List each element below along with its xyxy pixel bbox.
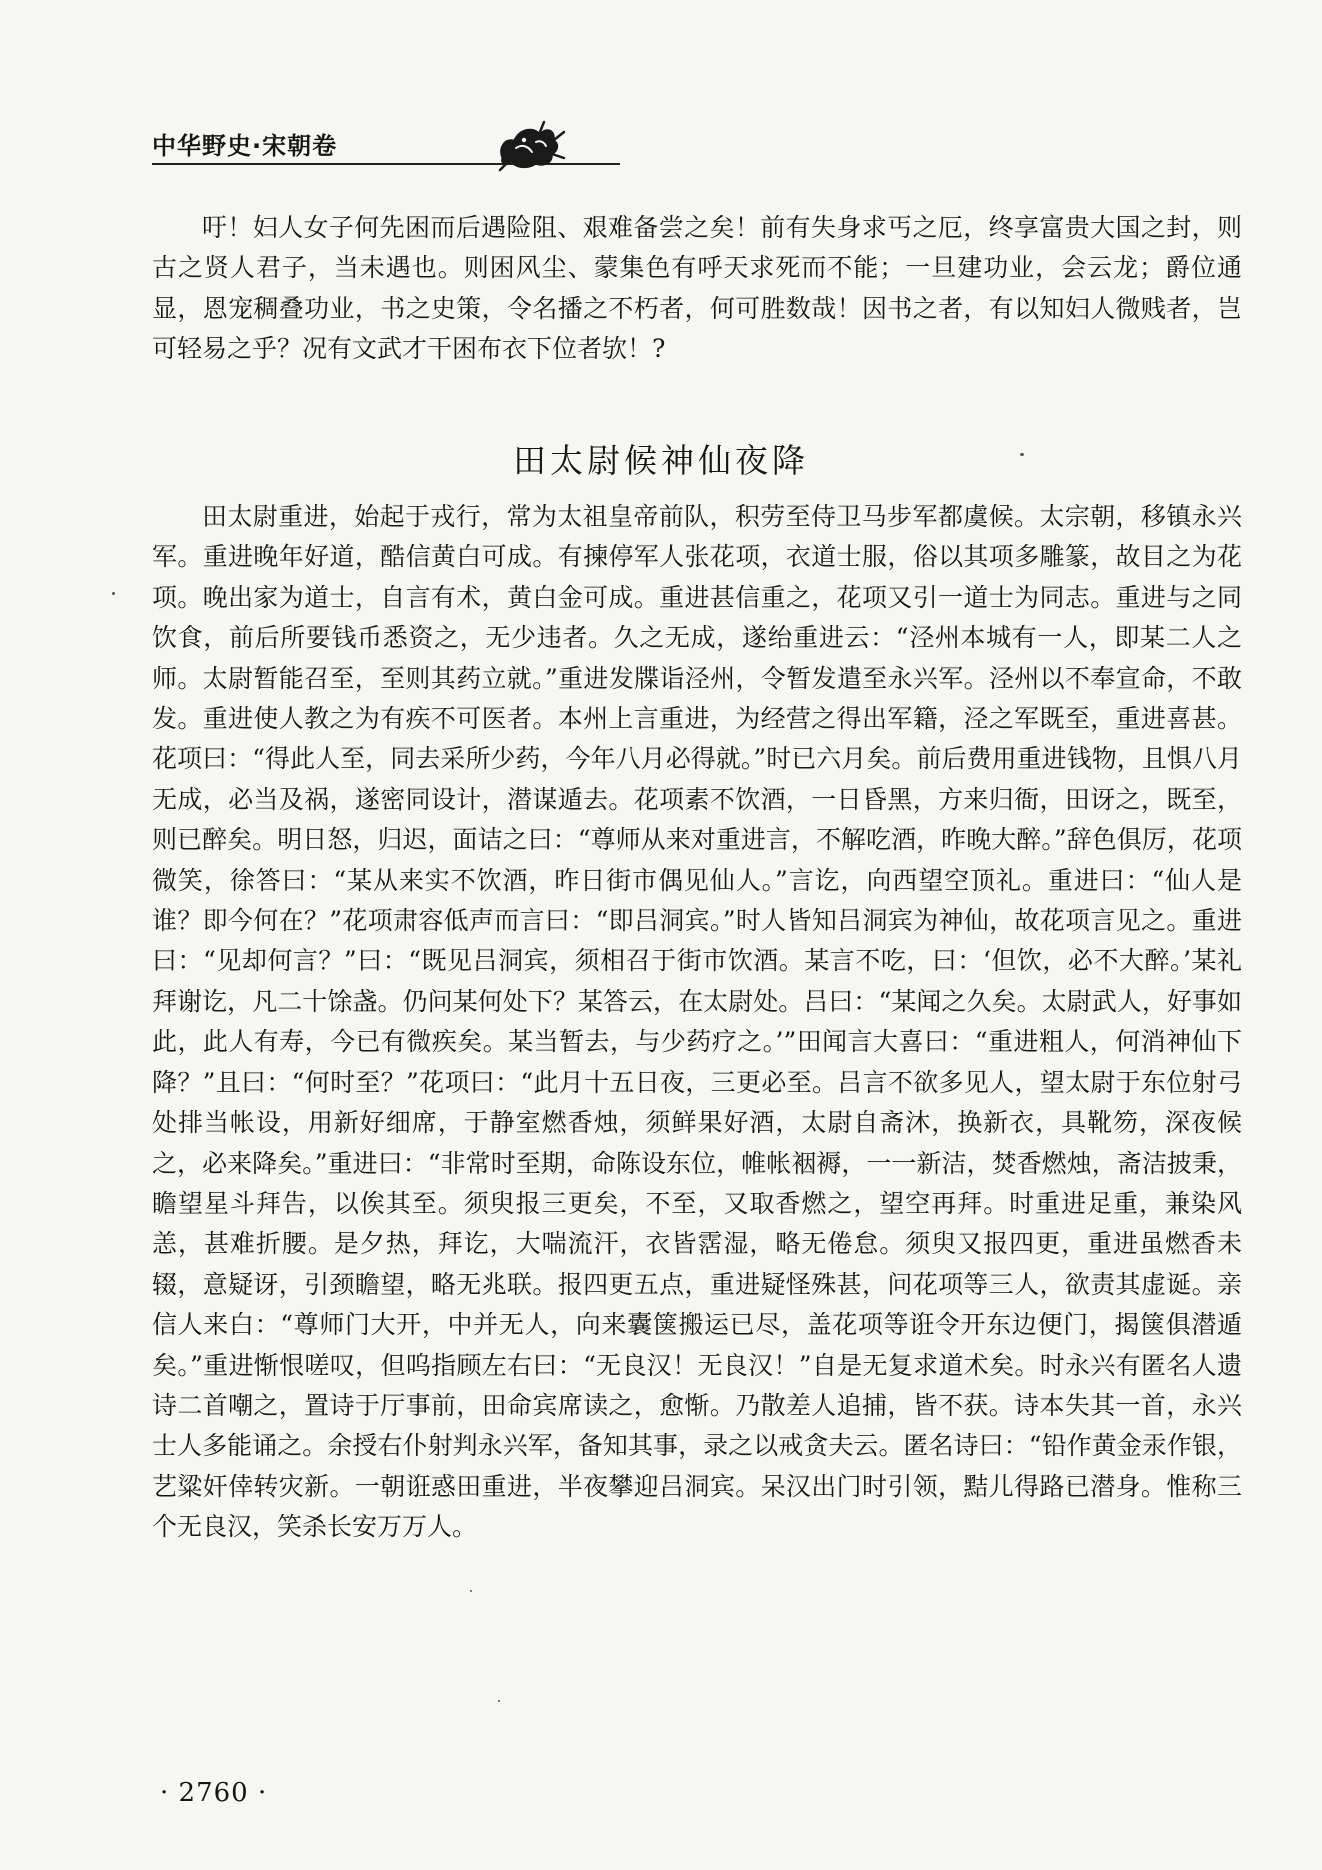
intro-text-block bbox=[152, 208, 1242, 370]
dragon-emblem-icon bbox=[494, 118, 568, 172]
main-text-block bbox=[152, 497, 1242, 1548]
section-title: 田太尉候神仙夜降 bbox=[513, 441, 809, 481]
main-paragraph: 田太尉重进，始起于戎行，常为太祖皇帝前队，积劳至侍卫马步军都虞候。太宗朝，移镇永兴军。重进晚年好道，酷信黄白可成。有揀停军人张花项，衣道士服，俗以其项多雕篆，故目之为花项。晚出家为道士，自言有术，黄白金可成。重进甚信重之，花项又引一道士为同志。重进与之同饮食，前后所要钱币悉资之，无少违者。久之无成，遂绐重进云：“泾州本城有一人，即某二人之师。太尉暂能召至，至则其药立就。”重进发牒诣泾州，令暂发遣至永兴军。泾州以不奉宣命，不敢发。重进使人教之为有疾不可医者。本州上言重进，为经营之得出军籍，泾之军既至，重进喜甚。花项曰：“得此人至，同去采所少药，今年八月必得就。”时已六月矣。前后费用重进钱物，且惧八月无成，必当及祸，遂密同设计，潜谋遁去。花项素不饮酒，一日昏黑，方来归衙，田讶之，既至，则已醉矣。明日怒，归迟，面诘之曰：“尊师从来对重进言，不解吃酒，昨晚大醉。”辞色俱厉，花项微笑，徐答曰：“某从来实不饮酒，昨日街市偶见仙人。”言讫，向西望空顶礼。重进曰：“仙人是谁？即今何在？”花项肃容低声而言曰：“即吕洞宾。”时人皆知吕洞宾为神仙，故花项言见之。重进曰：“见却何言？”曰：“既见吕洞宾，须相召于街市饮酒。某言不吃，曰：‘但饮，必不大醉。’某礼拜谢讫，凡二十馀盏。仍问某何处下？某答云，在太尉处。吕曰：“某闻之久矣。太尉武人，好事如此，此人有寿，今已有微疾矣。某当暂去，与少药疗之。’”田闻言大喜曰：“重进粗人，何消神仙下降？”且曰：“何时至？”花项曰：“此月十五日夜，三更必至。吕言不欲多见人，望太尉于东位射弓处排当帐设，用新好细席，于静室燃香烛，须鲜果好酒，太尉自斋沐，换新衣，具靴笏，深夜候之，必来降矣。”重进曰：“非常时至期，命陈设东位，帷帐裀褥，一一新洁，焚香燃烛，斋洁披秉，瞻望星斗拜告，以俟其至。须臾报三更矣，不至，又取香燃之，望空再拜。时重进足重，兼染风恙，甚难折腰。是夕热，拜讫，大喘流汗，衣皆霑湿，略无倦怠。须臾又报四更，重进虽燃香未辍，意疑讶，引颈瞻望，略无兆联。报四更五点，重进疑怪殊甚，问花项等三人，欲责其虚诞。亲信人来白：“尊师门大开，中并无人，向来囊箧搬运已尽，盖花项等诳令开东边便门，揭箧俱潜遁矣。”重进惭恨嗟叹，但呜指顾左右曰：“无良汉！无良汉！”自是无复求道术矣。时永兴有匿名人遗诗二首嘲之，置诗于厅事前，田命宾席读之，愈惭。乃散差人追捕，皆不获。诗本失其一首，永兴士人多能诵之。余授右仆射判永兴军，备知其事，录之以戒贪夫云。匿名诗曰：“铅作黄金汞作银，艺粱奸倖转灾新。一朝诳惑田重进，半夜攀迎吕洞宾。呆汉出门时引领，黠儿得路已潜身。惟称三个无良汉，笑杀长安万万人。 bbox=[152, 502, 1242, 1542]
scan-speck bbox=[112, 592, 115, 595]
scan-speck bbox=[498, 1700, 500, 1702]
book-title: 中华野史·宋朝卷 bbox=[152, 132, 338, 160]
scan-speck bbox=[470, 1590, 472, 1592]
page-number: · 2760 · bbox=[160, 1778, 268, 1808]
scan-speck bbox=[1020, 453, 1024, 456]
intro-paragraph: 吁！妇人女子何先困而后遇险阻、艰难备尝之矣！前有失身求丐之厄，终享富贵大国之封，则古之贤人君子，当未遇也。则困风尘、蒙集色有呼天求死而不能；一旦建功业，会云龙；爵位通显，恩宠稠叠功业，书之史策，令名播之不朽者，何可胜数哉！因书之者，有以知妇人微贱者，岂可轻易之乎？况有文武才干困布衣下位者欤！? bbox=[152, 213, 1242, 364]
